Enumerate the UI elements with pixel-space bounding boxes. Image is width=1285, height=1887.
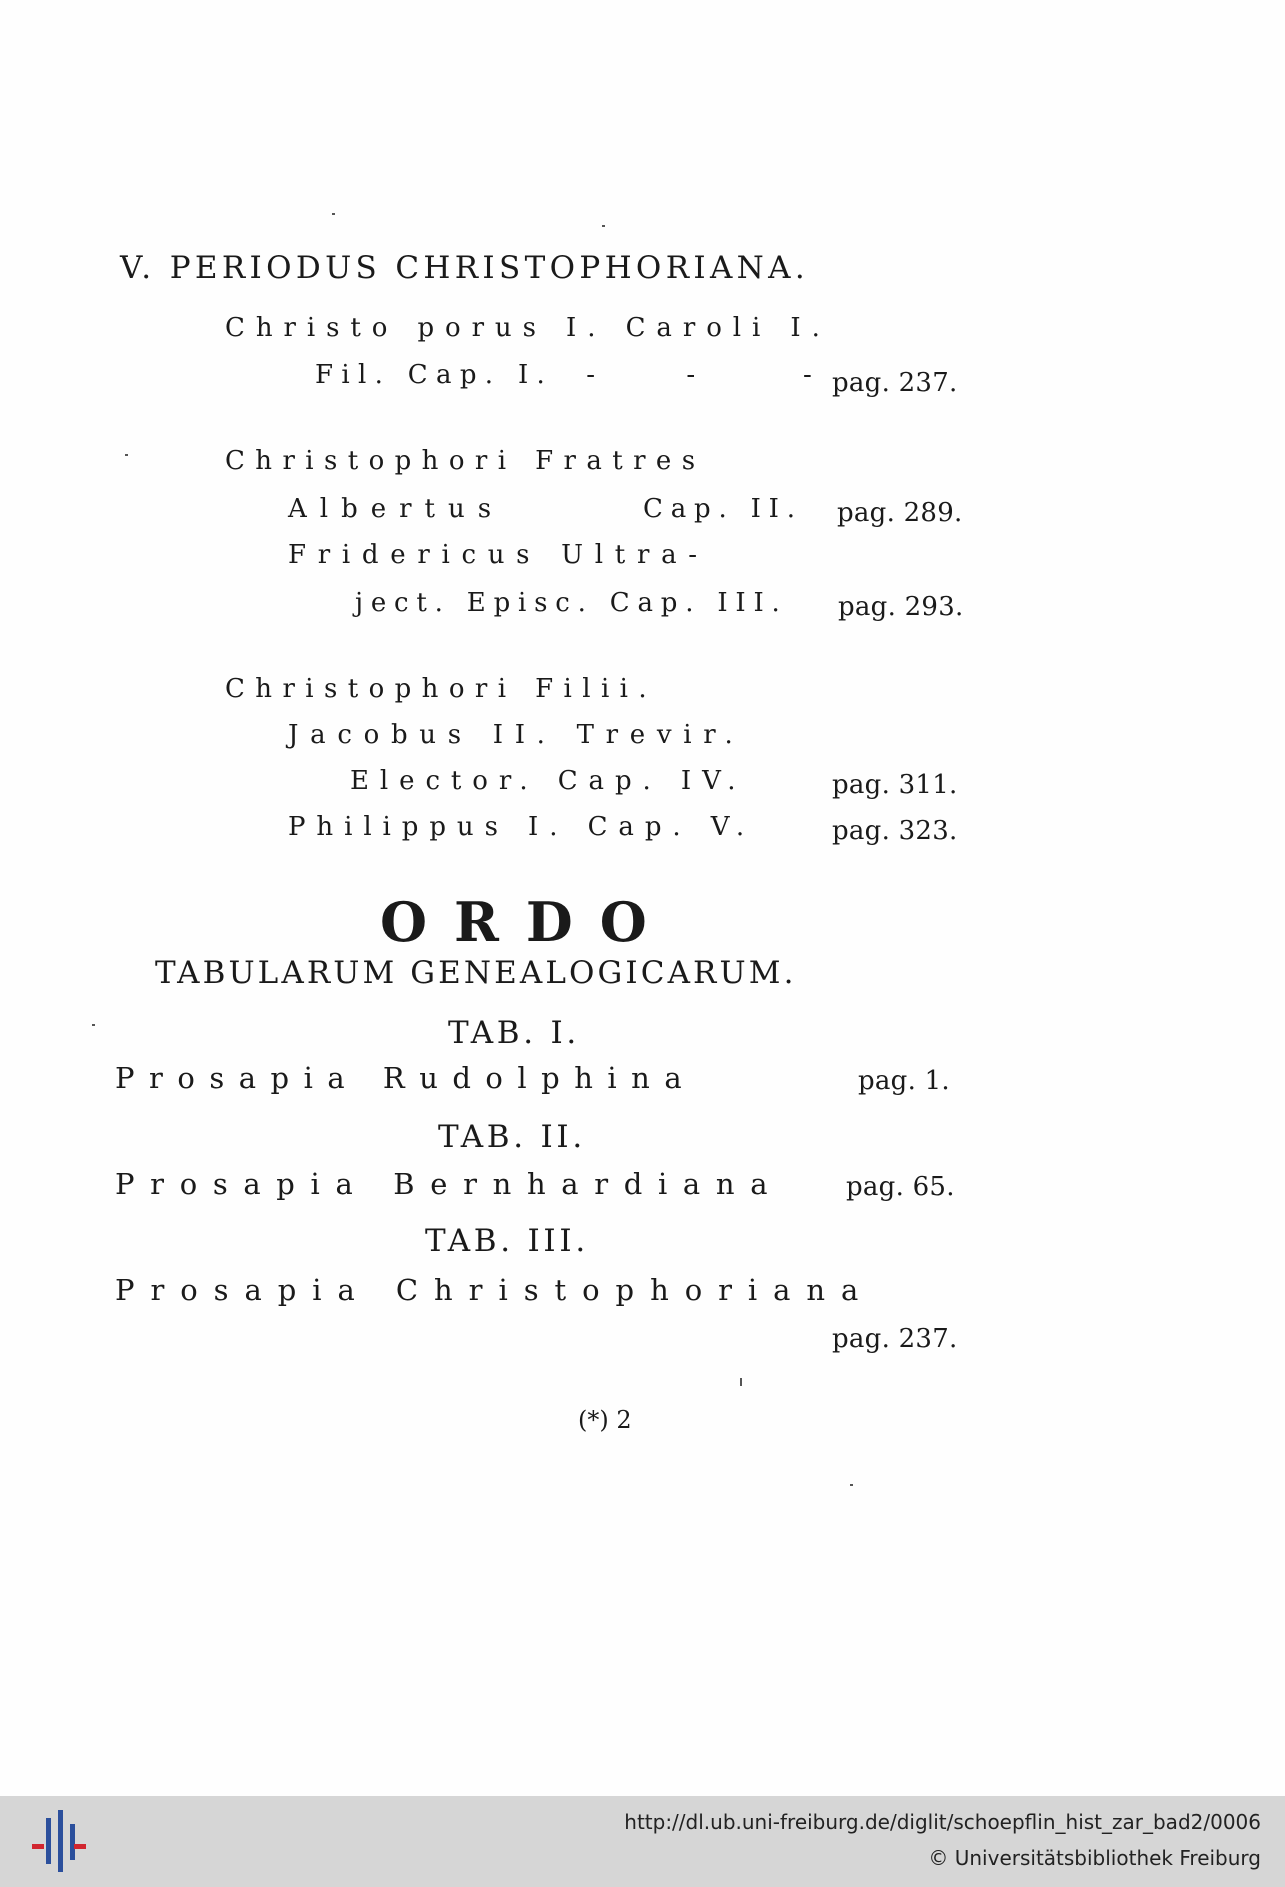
entry3-line1: Christophori Filii. — [225, 674, 658, 704]
entry3-line3-page: pag. 311. — [832, 770, 958, 800]
tab2-page: pag. 65. — [846, 1172, 955, 1202]
tab3-name: Prosapia Christophoriana — [115, 1273, 875, 1307]
ub-freiburg-logo-icon — [30, 1810, 88, 1872]
scan-speck — [125, 454, 128, 456]
copyright-notice: © Universitätsbibliothek Freiburg — [928, 1846, 1261, 1870]
tab1-name: Prosapia Rudolphina — [115, 1061, 697, 1095]
tab3-label: TAB. III. — [425, 1223, 589, 1259]
entry2-cap: Cap. II. — [643, 494, 803, 524]
scan-speck — [602, 225, 605, 227]
entry2-line1: Christophori Fratres — [225, 446, 706, 476]
tab1-label: TAB. I. — [448, 1015, 580, 1051]
scan-speck — [332, 213, 335, 215]
source-url[interactable]: http://dl.ub.uni-freiburg.de/diglit/schoepflin_hist_zar_bad2/0006 — [624, 1810, 1261, 1834]
ordo-subtitle: TABULARUM GENEALOGICARUM. — [155, 955, 797, 991]
tab2-label: TAB. II. — [438, 1119, 586, 1155]
entry2-page: pag. 289. — [837, 498, 963, 528]
entry1-line2: Fil. Cap. I. - - - — [315, 360, 821, 390]
entry3-line2: Jacobus II. Trevir. — [288, 720, 745, 750]
entry3-line4-page: pag. 323. — [832, 816, 958, 846]
scan-speck — [92, 1024, 95, 1026]
tab3-page: pag. 237. — [832, 1324, 958, 1354]
ordo-title: ORDO — [380, 890, 674, 954]
section-heading: V. PERIODUS CHRISTOPHORIANA. — [120, 250, 810, 286]
tab2-name: Prosapia Bernhardiana — [115, 1167, 784, 1201]
scan-speck — [850, 1484, 853, 1486]
footer-bar — [0, 1796, 1285, 1887]
entry2-line3: Fridericus Ultra- — [288, 540, 709, 570]
tab1-page: pag. 1. — [858, 1066, 950, 1096]
entry1-line1: Christo porus I. Caroli I. — [225, 313, 831, 343]
entry3-line4: Philippus I. Cap. V. — [288, 812, 756, 842]
scan-speck — [740, 1378, 742, 1386]
signature-mark: (*) 2 — [578, 1406, 632, 1434]
entry2-name: Albertus — [288, 494, 505, 524]
entry3-line3: Elector. Cap. IV. — [350, 766, 747, 796]
entry2-line4: ject. Episc. Cap. III. — [355, 588, 788, 618]
entry1-page: pag. 237. — [832, 368, 958, 398]
entry2-line4-page: pag. 293. — [838, 592, 964, 622]
